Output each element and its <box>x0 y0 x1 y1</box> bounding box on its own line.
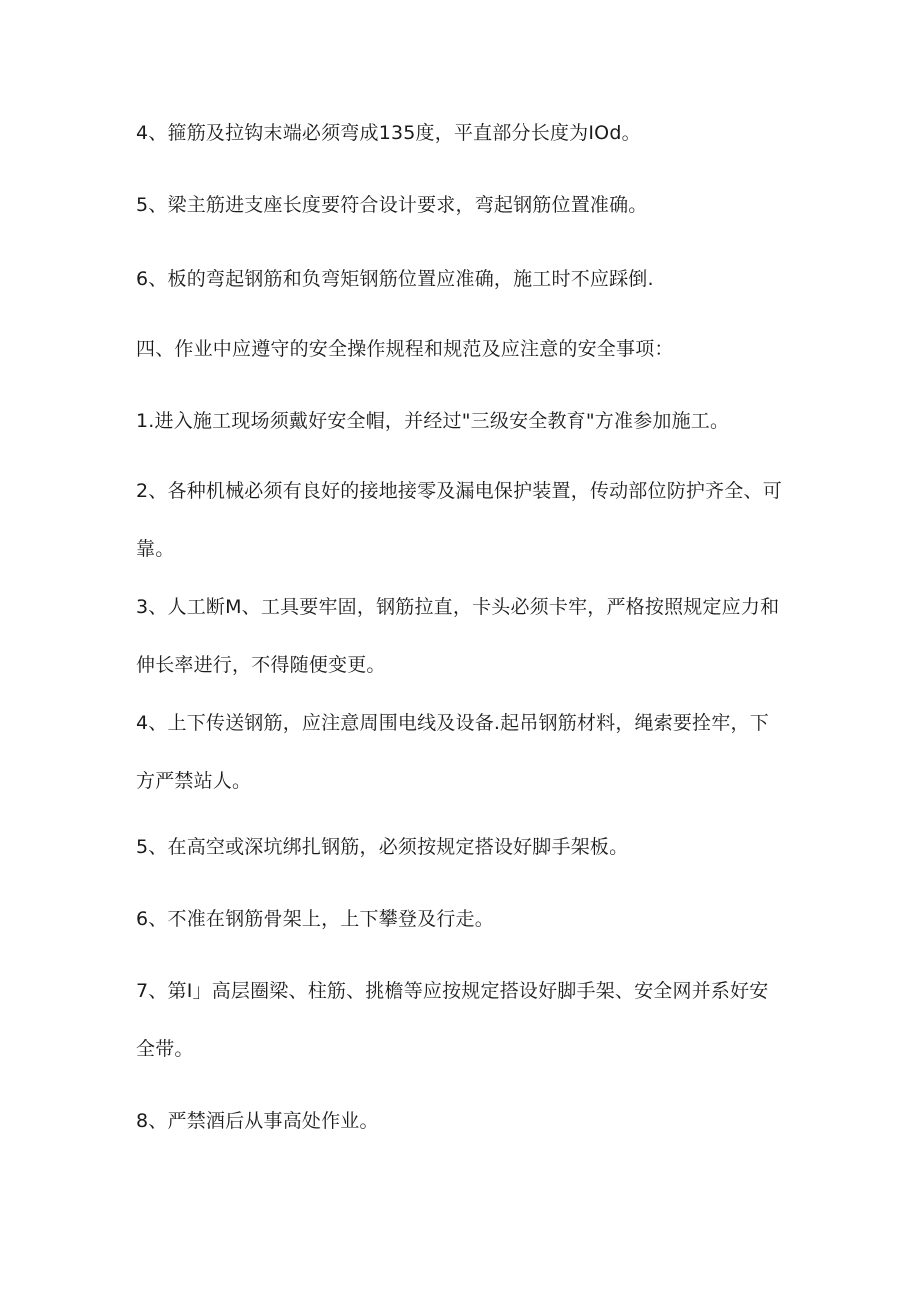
paragraph-item-5-main-bars: 5、梁主筋进支座长度要符合设计要求，弯起钢筋位置准确。 <box>136 194 648 216</box>
paragraph-item-6-slab-bars: 6、板的弯起钢筋和负弯矩钢筋位置应准确，施工时不应踩倒. <box>136 268 654 290</box>
paragraph-safety-3-cutting: 3、人工断M、工具要牢固，钢筋拉直，卡头必须卡牢，严格按照规定应力和伸长率进行，不得随便变更。 <box>136 596 780 676</box>
paragraph-safety-6-no-climbing: 6、不准在钢筋骨架上，上下攀登及行走。 <box>136 908 494 930</box>
paragraph-safety-5-scaffold: 5、在高空或深坑绑扎钢筋，必须按规定搭设好脚手架板。 <box>136 836 629 858</box>
section-heading-safety: 四、作业中应遵守的安全操作规程和规范及应注意的安全事项： <box>136 338 674 360</box>
paragraph-safety-1-helmet: 1.进入施工现场须戴好安全帽，并经过"三级安全教育"方准参加施工。 <box>136 410 730 432</box>
paragraph-item-4-stirrup-hooks: 4、箍筋及拉钩末端必须弯成135度，平直部分长度为IOd。 <box>136 122 641 144</box>
paragraph-safety-2-machinery: 2、各种机械必须有良好的接地接零及漏电保护装置，传动部位防护齐全、可靠。 <box>136 480 782 560</box>
paragraph-safety-7-high-beams: 7、第I」高层圈梁、柱筋、挑檐等应按规定搭设好脚手架、安全网并系好安全带。 <box>136 980 769 1060</box>
paragraph-safety-4-transport: 4、上下传送钢筋，应注意周围电线及设备.起吊钢筋材料，绳索要拴牢，下方严禁站人。 <box>136 712 769 792</box>
paragraph-safety-8-no-alcohol: 8、严禁酒后从事高处作业。 <box>136 1110 379 1132</box>
